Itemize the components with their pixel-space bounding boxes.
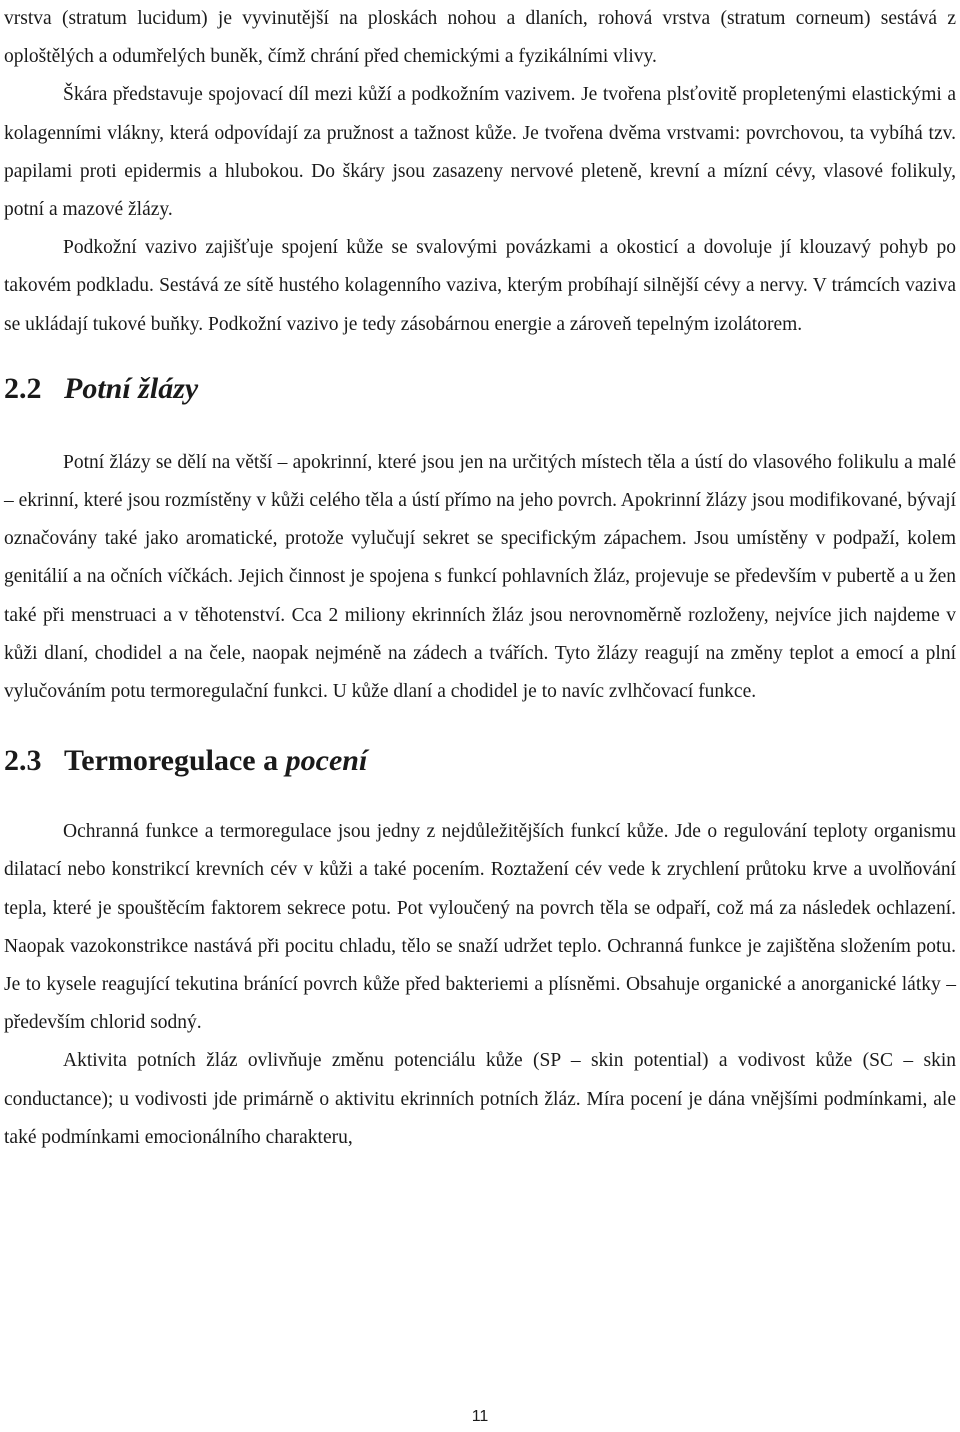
section-number: 2.3 bbox=[4, 744, 42, 778]
paragraph-sweat-glands: Potní žlázy se dělí na větší – apokrinní, které jsou jen na určitých místech těla a ústí do vlasového folikulu a malé – ekrinní, které jsou rozmístěny v kůži celého těla a ústí přímo na jeho povrch. Apokrinní žlázy jsou modifikované, bývají označovány také jako aromatické, protože vylučují sekret se specifickým zápachem. Jsou umístěny v podpaží, kolem genitálií a na očních víčkách. Jejich činnost je spojena s funkcí pohlavních žláz, projevuje se především v pubertě a u žen také při menstruaci a v těhotenství. Cca 2 miliony ekrinních žláz jsou nerovnoměrně rozloženy, nejvíce jich najdeme v kůži dlaní, chodidel a na čele, naopak nejméně na zádech a tvářích. Tyto žlázy reagují na změny teplot a emocí a plní vylučováním potu termoregulační funkci. U kůže dlaní a chodidel je to navíc zvlhčovací funkce. bbox=[4, 451, 957, 703]
paragraph-gland-activity: Aktivita potních žláz ovlivňuje změnu potenciálu kůže (SP – skin potential) a vodivost kůže (SC – skin conductance); u vodivosti jde primárně o aktivitu ekrinních potních žláz. Míra pocení je dána vnějšími podmínkami, ale také podmínkami emocionálního charakteru, bbox=[4, 1050, 956, 1148]
paragraph-epidermis-continued: vrstva (stratum lucidum) je vyvinutější na ploskách nohou a dlaních, rohová vrstva (stratum corneum) sestává z oploštělých a odumřelých buněk, čímž chrání před chemickými a fyzikálními vlivy. bbox=[4, 8, 956, 68]
paragraph-subcutis: Podkožní vazivo zajišťuje spojení kůže se svalovými povázkami a okosticí a dovoluje jí klouzavý pohyb po takovém podkladu. Sestává ze sítě hustého kolagenního vaziva, kterým probíhají silnější cévy a nervy. V trámcích vaziva se ukládají tukové buňky. Podkožní vazivo je tedy zásobárnou energie a zároveň tepelným izolátorem. bbox=[4, 237, 956, 335]
paragraph-thermoregulation: Ochranná funkce a termoregulace jsou jedny z nejdůležitějších funkcí kůže. Jde o regulování teploty organismu dilatací nebo konstrikcí krevních cév v kůži a také pocením. Roztažení cév vede k zrychlení průtoku krve a uvolňování tepla, které je spouštěcím faktorem sekrece potu. Pot vyloučený na povrch těla se odpaří, což má za následek ochlazení. Naopak vazokonstrikce nastává při pocitu chladu, tělo se snaží udržet teplo. Ochranná funkce je zajištěna složením potu. Je to kysele reagující tekutina bránící povrch kůže před bakteriemi a plísněmi. Obsahuje organické a anorganické látky – především chlorid sodný. bbox=[4, 821, 956, 1034]
section-title-italic: pocení bbox=[285, 744, 368, 778]
paragraph-dermis: Škára představuje spojovací díl mezi kůží a podkožním vazivem. Je tvořena plsťovitě propletenými elastickými a kolagenními vlákny, která odpovídají za pružnost a tažnost kůže. Je tvořena dvěma vrstvami: povrchovou, ta vybíhá tzv. papilami proti epidermis a hlubokou. Do škáry jsou zasazeny nervové pleteně, krevní a mízní cévy, vlasové folikuly, potní a mazové žlázy. bbox=[4, 84, 956, 221]
section-title-upright: Termoregulace a bbox=[64, 744, 286, 778]
document-page bbox=[4, 0, 956, 1157]
section-number: 2.2 bbox=[4, 371, 42, 405]
section-title: Potní žlázy bbox=[64, 371, 199, 405]
page-number: 11 bbox=[471, 1408, 489, 1425]
section-heading-2-3 bbox=[4, 741, 956, 781]
section-heading-2-2 bbox=[4, 369, 956, 409]
